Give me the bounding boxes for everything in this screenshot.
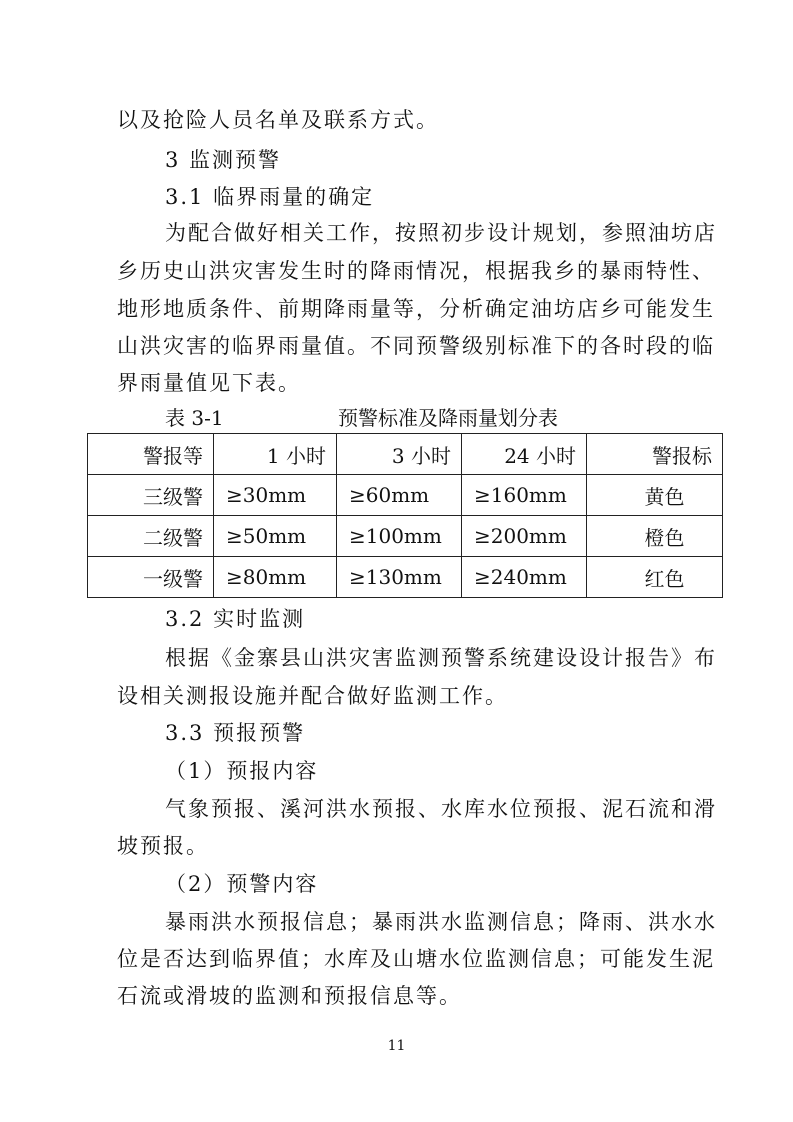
table-caption-title: 预警标准及降雨量划分表 (338, 406, 558, 430)
table-cell: 橙色 (587, 516, 723, 557)
table-row (88, 516, 723, 557)
section-heading-3-2: 3.2 实时监测 (165, 607, 306, 631)
table-header-cell: 1 小时 (214, 434, 337, 475)
table-cell: ≥100mm (337, 516, 462, 557)
paragraph-line: 根据《金寨县山洪灾害监测预警系统建设设计报告》布 (165, 646, 717, 670)
paragraph-line: 地形地质条件、前期降雨量等，分析确定油坊店乡可能发生 (117, 297, 715, 321)
paragraph-line: 以及抢险人员名单及联系方式。 (117, 108, 439, 132)
paragraph-line: 界雨量值见下表。 (117, 371, 301, 395)
paragraph-line: 气象预报、溪河洪水预报、水库水位预报、泥石流和滑 (165, 797, 717, 821)
table-header-cell: 警报等 (88, 434, 214, 475)
table-cell: 黄色 (587, 475, 723, 516)
table-row (88, 557, 723, 598)
table-header-cell: 警报标 (587, 434, 723, 475)
subheading-forecast-content: （1）预报内容 (165, 759, 319, 783)
subheading-warning-content: （2）预警内容 (165, 872, 319, 896)
page-number: 11 (387, 1038, 406, 1054)
table-cell: 二级警 (88, 516, 214, 557)
rainfall-threshold-table (87, 433, 723, 598)
table-header-row (88, 434, 723, 475)
paragraph-line: 石流或滑坡的监测和预报信息等。 (117, 984, 462, 1008)
table-cell: ≥160mm (462, 475, 587, 516)
paragraph-line: 暴雨洪水预报信息；暴雨洪水监测信息；降雨、洪水水 (165, 910, 717, 934)
paragraph-line: 为配合做好相关工作，按照初步设计规划，参照油坊店 (165, 221, 717, 245)
table-cell: 三级警 (88, 475, 214, 516)
table-cell: ≥30mm (214, 475, 337, 516)
table-cell: 一级警 (88, 557, 214, 598)
paragraph-line: 乡历史山洪灾害发生时的降雨情况，根据我乡的暴雨特性、 (117, 259, 715, 283)
table-cell: 红色 (587, 557, 723, 598)
table-cell: ≥60mm (337, 475, 462, 516)
paragraph-line: 山洪灾害的临界雨量值。不同预警级别标准下的各时段的临 (117, 334, 715, 358)
table-cell: ≥50mm (214, 516, 337, 557)
table-caption-number: 表 3-1 (165, 406, 224, 430)
paragraph-line: 坡预报。 (117, 834, 209, 858)
paragraph-line: 设相关测报设施并配合做好监测工作。 (117, 684, 508, 708)
paragraph-line: 位是否达到临界值；水库及山塘水位监测信息；可能发生泥 (117, 947, 715, 971)
section-heading-3-1: 3.1 临界雨量的确定 (165, 185, 375, 209)
table-cell: ≥200mm (462, 516, 587, 557)
table-cell: ≥80mm (214, 557, 337, 598)
table-header-cell: 24 小时 (462, 434, 587, 475)
table-row (88, 475, 723, 516)
table-cell: ≥130mm (337, 557, 462, 598)
table-header-cell: 3 小时 (337, 434, 462, 475)
section-heading-3: 3 监测预警 (165, 148, 282, 172)
table-cell: ≥240mm (462, 557, 587, 598)
section-heading-3-3: 3.3 预报预警 (165, 721, 306, 745)
